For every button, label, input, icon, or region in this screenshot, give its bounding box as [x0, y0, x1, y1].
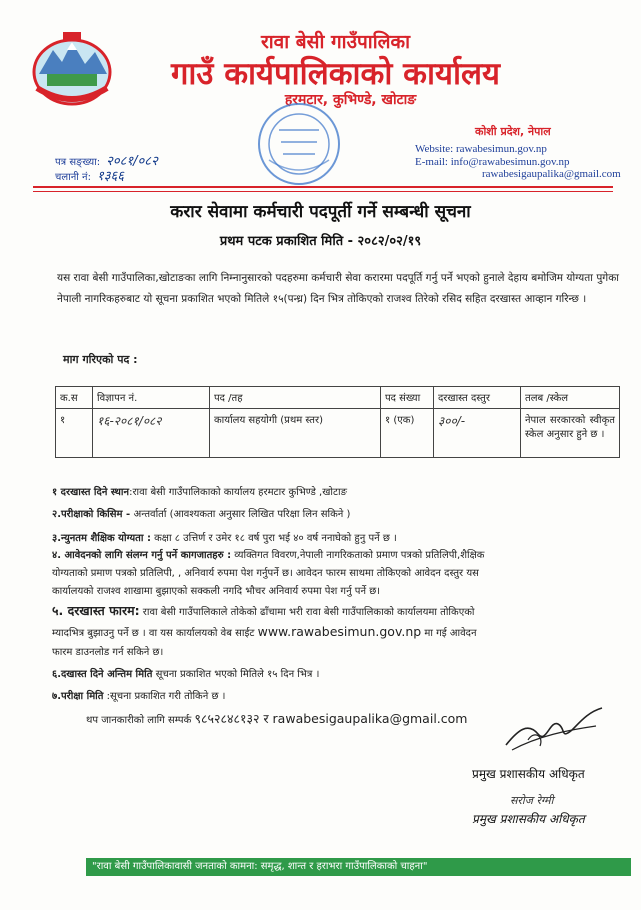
letter-no-value: २०८१/०८२: [106, 154, 158, 169]
item-text: :सूचना प्रकाशित गरी तोकिने छ ।: [103, 691, 226, 702]
list-item: [52, 547, 622, 564]
signatory-name: सरोज रेग्मी: [510, 794, 554, 807]
contact-block: [415, 143, 621, 181]
list-item: [52, 484, 622, 501]
office-address: हरमटार, कुभिण्डे, खोटाङ: [284, 92, 417, 108]
notice-body: यस रावा बेसी गाउँपालिका,खोटाङका लागि निम्नानुसारको पदहरुमा कर्मचारी सेवा करारमा पदपूर्ति गर्नु पर्ने भएको हुनाले देहाय बमोजिम योग्यता पुगेका नेपाली नागरिकहरुबाट यो सूचना प्रकाशित भएको मितिले १५(पन्ध्र) दिन भित्र तोकिएको राजश्व तिरेको रसिद सहित दरखास्त आव्हान गरिन्छ ।: [57, 272, 619, 305]
item-label: ४. आवेदनको लागि संलग्न गर्नु पर्ने कागजातहरु :: [52, 550, 232, 561]
list-item: [52, 506, 622, 523]
item-label: ७.परीक्षा मिति: [52, 691, 104, 702]
municipality-name: रावा बेसी गाउँपालिका: [260, 31, 411, 53]
posts-heading: माग गरिएको पद :: [63, 353, 138, 366]
col-position: पद /तह: [210, 387, 381, 409]
table-header-row: [56, 387, 620, 409]
cell-count: १ (एक): [381, 409, 434, 458]
list-item-continued: योग्यताको प्रमाण पत्रको प्रतिलिपी, , अनिवार्य रुपमा पेश गर्नुपर्ने छ। आवेदन फारम साथमा तोकिएको आवेदन दस्तुर यस: [52, 568, 479, 579]
item-label: २.परीक्षाको किसिम -: [52, 509, 134, 520]
email-link[interactable]: E-mail: info@rawabesimun.gov.np: [415, 155, 570, 168]
col-serial: क.स: [56, 387, 93, 409]
footer-slogan-banner: "रावा बेसी गाउँपालिकावासी जनताको कामना: समृद्ध, शान्त र हराभरा गाउँपालिकाको चाहना": [86, 858, 631, 876]
header-divider: [33, 186, 613, 188]
cell-serial: १: [56, 409, 93, 458]
letter-no-label: पत्र सङ्ख्या:: [55, 157, 101, 168]
list-item: [52, 666, 622, 683]
reference-numbers: [55, 155, 158, 185]
col-salary: तलब /स्केल: [521, 387, 620, 409]
item-label: ६.दखास्त दिने अन्तिम मिति: [52, 669, 153, 680]
col-count: पद संख्या: [381, 387, 434, 409]
email-link-secondary[interactable]: rawabesigaupalika@gmail.com: [482, 168, 621, 180]
posts-table: [55, 386, 620, 458]
item-label: १ दरखास्त दिने स्थान: [52, 487, 130, 498]
website-url-link[interactable]: www.rawabesimun.gov.np: [257, 624, 422, 639]
published-date: प्रथम पटक प्रकाशित मिति - २०८२/०२/१९: [219, 234, 422, 249]
handwritten-signature: [498, 700, 608, 755]
cell-salary: नेपाल सरकारको स्वीकृत स्केल अनुसार हुने छ ।: [521, 409, 620, 458]
cell-ad-no: १६-२०८१/०८२: [93, 409, 210, 458]
item-text: सूचना प्रकाशित भएको मितिले १५ दिन भित्र ।: [152, 669, 320, 680]
cell-fee: ३००/-: [434, 409, 521, 458]
item-text: :रावा बेसी गाउँपालिकाको कार्यालय हरमटार कुभिण्डे ,खोटाङ: [129, 487, 347, 498]
item-text: कक्षा ८ उत्तिर्ण र उमेर १८ वर्ष पुरा भई ४० वर्ष ननाघेको हुनु पर्ने छ ।: [150, 533, 397, 544]
website-link[interactable]: Website: rawabesimun.gov.np: [415, 143, 547, 155]
contact-email-link[interactable]: र rawabesigaupalika@gmail.com: [259, 711, 468, 726]
item-text: अन्तर्वार्ता (आवश्यकता अनुसार लिखित परिक्षा लिन सकिने ): [133, 509, 351, 520]
dispatch-no-label: चलानी नं:: [55, 172, 91, 183]
col-fee: दरखास्त दस्तुर: [434, 387, 521, 409]
contact-phone: ९८५२८४८१३२: [194, 711, 260, 726]
item-text: रावा बेसी गाउँपालिकाले तोकेको ढाँचामा भरी रावा बेसी गाउँपालिकाको कार्यालयमा तोकिएको: [139, 607, 475, 618]
table-row: [56, 409, 620, 458]
list-item-continued: फारम डाउनलोड गर्न सकिने छ।: [52, 647, 164, 658]
item-label: ५. दरखास्त फारम:: [52, 603, 140, 618]
contact-label: थप जानकारीको लागि सम्पर्क: [86, 715, 195, 726]
list-item: [52, 530, 622, 547]
item-text: मा गई आवेदन: [421, 628, 477, 639]
list-item-continued: [52, 623, 622, 642]
signatory-role: प्रमुख प्रशासकीय अधिकृत: [472, 812, 585, 826]
office-stamp: [255, 100, 343, 188]
notice-title: करार सेवामा कर्मचारी पदपूर्ती गर्ने सम्बन्धी सूचना: [170, 202, 471, 222]
col-ad-no: विज्ञापन नं.: [93, 387, 210, 409]
cell-position: कार्यालय सहयोगी (प्रथम स्तर): [210, 409, 381, 458]
header-divider-thin: [33, 191, 613, 192]
item-text: म्यादभित्र बुझाउनु पर्ने छ । वा यस कार्यालयको वेब साईट: [52, 628, 258, 639]
list-item-continued: कार्यालयको राजश्व शाखामा बुझाएको सक्कली नगदि भौचर अनिवार्य रुपमा पेश गर्नु पर्ने छ।: [52, 586, 381, 597]
list-item: [52, 602, 622, 621]
item-text: व्यक्तिगत विवरण,नेपाली नागरिकताको प्रमाण पत्रको प्रतिलिपी,शैक्षिक: [231, 550, 485, 561]
signatory-title: प्रमुख प्रशासकीय अधिकृत: [472, 767, 585, 781]
office-name: गाउँ कार्यपालिकाको कार्यालय: [170, 56, 501, 92]
province-label: कोशी प्रदेश, नेपाल: [475, 125, 551, 138]
dispatch-no-value: १३६६: [96, 169, 125, 184]
item-label: ३.न्युनतम शैक्षिक योग्यता :: [52, 533, 151, 544]
